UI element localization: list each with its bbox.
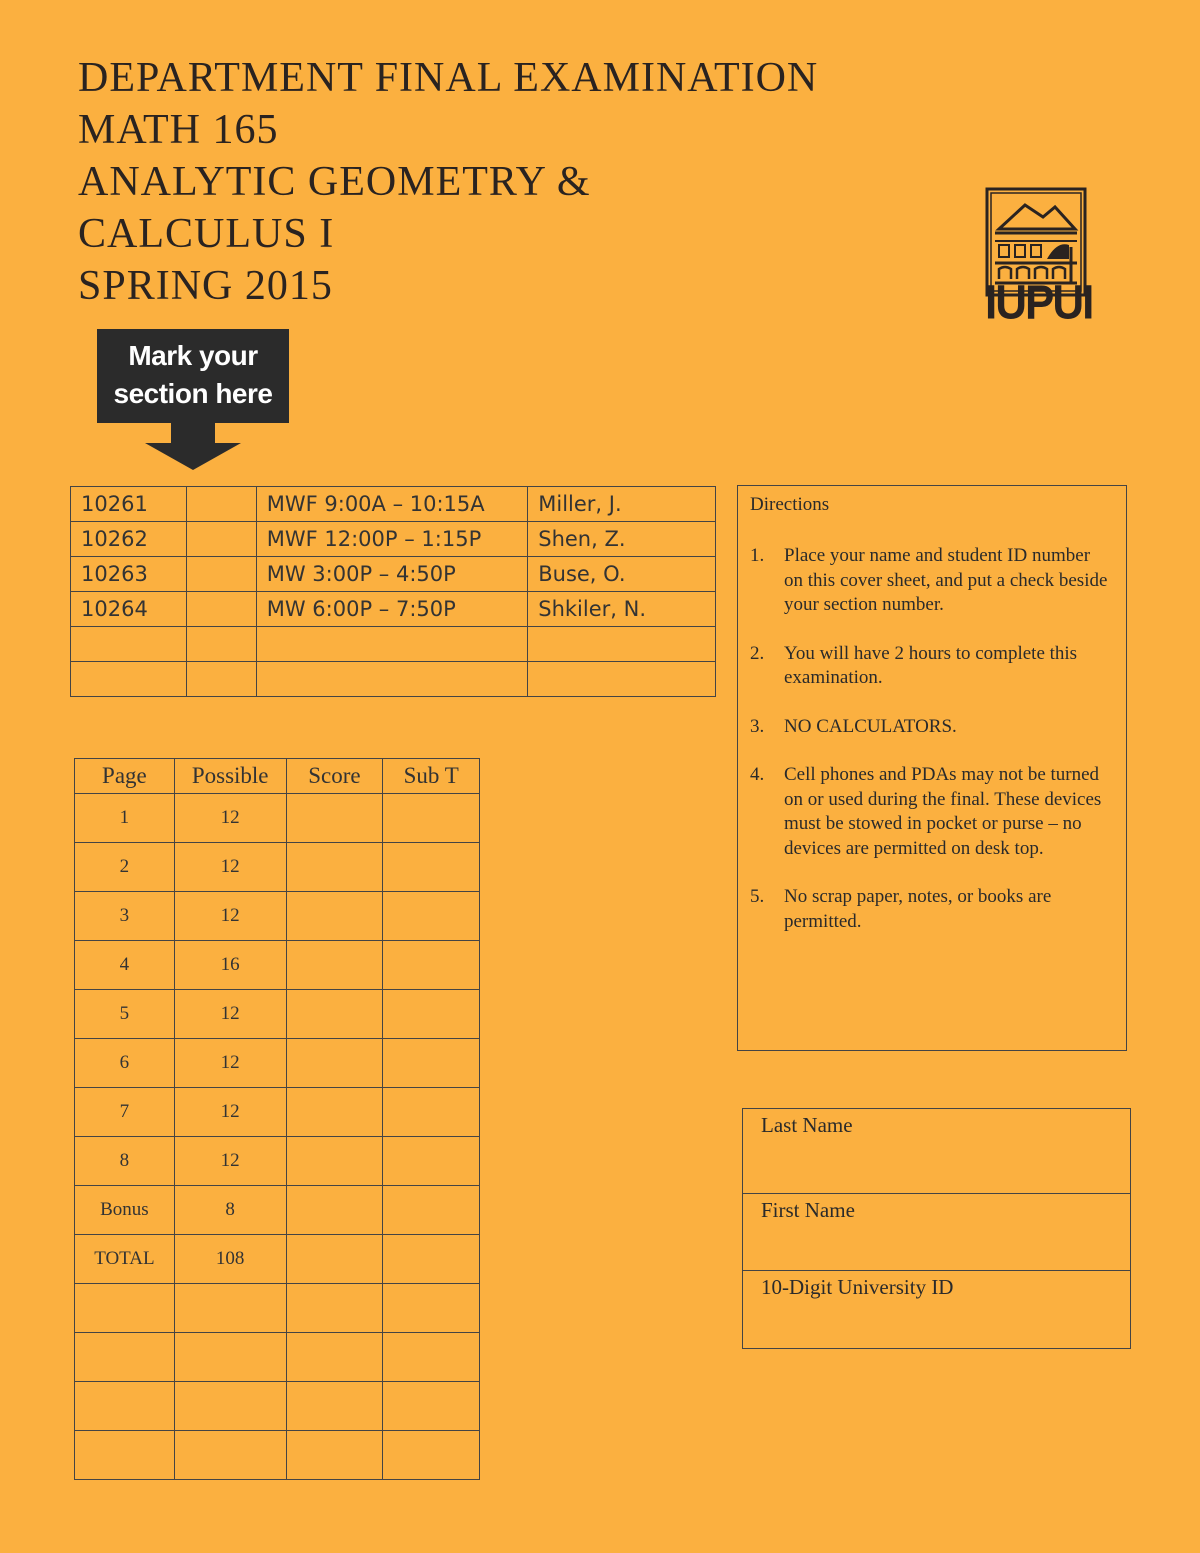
header-score: Score — [286, 759, 383, 794]
exam-title — [78, 52, 818, 312]
direction-item — [750, 544, 1112, 618]
score-cell[interactable] — [286, 1235, 383, 1284]
page-cell: 5 — [75, 990, 175, 1039]
blank-cell[interactable] — [174, 1431, 286, 1480]
section-row-blank — [71, 627, 716, 662]
score-row-blank — [75, 1333, 480, 1382]
title-line-4: CALCULUS I — [78, 211, 335, 257]
direction-item — [750, 885, 1112, 934]
possible-cell: 12 — [174, 794, 286, 843]
mark-section-line-2: section here — [113, 378, 273, 409]
direction-text: You will have 2 hours to complete this examination. — [784, 642, 1078, 688]
header-subtotal: Sub T — [383, 759, 480, 794]
blank-cell[interactable] — [75, 1431, 175, 1480]
section-instructor: Buse, O. — [528, 557, 716, 592]
blank-cell[interactable] — [75, 1284, 175, 1333]
subtotal-cell[interactable] — [383, 1088, 480, 1137]
title-line-5: SPRING 2015 — [78, 263, 333, 309]
page-cell: 2 — [75, 843, 175, 892]
page-cell: Bonus — [75, 1186, 175, 1235]
mark-section-callout — [97, 329, 289, 423]
direction-number: 1. — [750, 545, 765, 566]
direction-text: Cell phones and PDAs may not be turned on or used during the final. These devices must be stowed in pocket or purse – no devices are permitted on desk top. — [784, 764, 1102, 859]
section-check-box[interactable] — [186, 627, 256, 662]
blank-cell[interactable] — [256, 662, 527, 697]
blank-cell[interactable] — [383, 1333, 480, 1382]
blank-cell[interactable] — [286, 1333, 383, 1382]
direction-item — [750, 642, 1112, 691]
possible-cell: 12 — [174, 990, 286, 1039]
score-cell[interactable] — [286, 1088, 383, 1137]
title-line-3: ANALYTIC GEOMETRY & — [78, 159, 591, 205]
score-cell[interactable] — [286, 1137, 383, 1186]
score-table — [74, 758, 480, 1480]
score-row — [75, 794, 480, 843]
section-check-box[interactable] — [186, 662, 256, 697]
page-cell: 1 — [75, 794, 175, 843]
score-row-blank — [75, 1431, 480, 1480]
blank-cell[interactable] — [383, 1284, 480, 1333]
section-time: MWF 9:00A – 10:15A — [256, 487, 527, 522]
last-name-field[interactable] — [743, 1109, 1130, 1194]
title-line-1: DEPARTMENT FINAL EXAMINATION — [78, 55, 819, 101]
last-name-label: Last Name — [761, 1113, 853, 1137]
section-check-box[interactable] — [186, 592, 256, 627]
score-row — [75, 843, 480, 892]
page-cell: 4 — [75, 941, 175, 990]
score-row-total — [75, 1235, 480, 1284]
blank-cell[interactable] — [75, 1382, 175, 1431]
score-cell[interactable] — [286, 892, 383, 941]
direction-text: NO CALCULATORS. — [784, 715, 957, 737]
direction-number: 5. — [750, 886, 765, 907]
blank-cell[interactable] — [286, 1382, 383, 1431]
title-line-2: MATH 165 — [78, 107, 279, 153]
possible-cell: 8 — [174, 1186, 286, 1235]
score-cell[interactable] — [286, 1039, 383, 1088]
section-check-box[interactable] — [186, 557, 256, 592]
section-instructor: Shen, Z. — [528, 522, 716, 557]
blank-cell[interactable] — [174, 1382, 286, 1431]
possible-cell: 12 — [174, 1088, 286, 1137]
directions-box — [737, 485, 1127, 1051]
directions-heading: Directions — [750, 494, 830, 515]
blank-cell[interactable] — [75, 1333, 175, 1382]
section-row-blank — [71, 662, 716, 697]
arrow-down-icon — [145, 423, 241, 470]
section-check-box[interactable] — [186, 487, 256, 522]
university-id-label: 10-Digit University ID — [761, 1275, 954, 1299]
score-row — [75, 990, 480, 1039]
section-time: MWF 12:00P – 1:15P — [256, 522, 527, 557]
score-row — [75, 892, 480, 941]
student-info-box — [742, 1108, 1131, 1349]
blank-cell[interactable] — [383, 1382, 480, 1431]
section-row — [71, 592, 716, 627]
header-possible: Possible — [174, 759, 286, 794]
blank-cell[interactable] — [286, 1431, 383, 1480]
section-row — [71, 522, 716, 557]
page-cell: 3 — [75, 892, 175, 941]
possible-cell: 12 — [174, 1039, 286, 1088]
score-row — [75, 941, 480, 990]
subtotal-cell[interactable] — [383, 941, 480, 990]
score-cell[interactable] — [286, 1186, 383, 1235]
iupui-logo-text: IUPUI — [985, 275, 1093, 330]
section-number: 10264 — [71, 592, 187, 627]
score-row-bonus — [75, 1186, 480, 1235]
header-page: Page — [75, 759, 175, 794]
section-number: 10262 — [71, 522, 187, 557]
blank-cell[interactable] — [528, 662, 716, 697]
direction-item — [750, 715, 1112, 740]
page-cell: TOTAL — [75, 1235, 175, 1284]
direction-text: Place your name and student ID number on this cover sheet, and put a check beside your section number. — [784, 545, 1108, 615]
section-number: 10263 — [71, 557, 187, 592]
possible-cell: 16 — [174, 941, 286, 990]
direction-number: 3. — [750, 715, 765, 737]
section-check-box[interactable] — [186, 522, 256, 557]
blank-cell[interactable] — [71, 627, 187, 662]
university-id-field[interactable] — [743, 1271, 1130, 1348]
first-name-label: First Name — [761, 1198, 855, 1222]
possible-cell: 12 — [174, 892, 286, 941]
subtotal-cell[interactable] — [383, 1137, 480, 1186]
score-row-blank — [75, 1284, 480, 1333]
score-cell[interactable] — [286, 941, 383, 990]
blank-cell[interactable] — [174, 1284, 286, 1333]
mark-section-line-1: Mark your — [128, 340, 258, 371]
blank-cell[interactable] — [286, 1284, 383, 1333]
score-row — [75, 1088, 480, 1137]
subtotal-cell[interactable] — [383, 892, 480, 941]
score-row — [75, 1039, 480, 1088]
score-cell[interactable] — [286, 794, 383, 843]
direction-item — [750, 763, 1112, 861]
section-row — [71, 557, 716, 592]
score-cell[interactable] — [286, 843, 383, 892]
blank-cell[interactable] — [528, 627, 716, 662]
page-cell: 6 — [75, 1039, 175, 1088]
first-name-field[interactable] — [743, 1194, 1130, 1271]
section-number: 10261 — [71, 487, 187, 522]
subtotal-cell[interactable] — [383, 794, 480, 843]
subtotal-cell[interactable] — [383, 1186, 480, 1235]
score-row — [75, 1137, 480, 1186]
section-instructor: Miller, J. — [528, 487, 716, 522]
direction-number: 2. — [750, 642, 765, 664]
page-cell: 8 — [75, 1137, 175, 1186]
section-time: MW 6:00P – 7:50P — [256, 592, 527, 627]
blank-cell[interactable] — [71, 662, 187, 697]
page-cell: 7 — [75, 1088, 175, 1137]
section-instructor: Shkiler, N. — [528, 592, 716, 627]
blank-cell[interactable] — [256, 627, 527, 662]
subtotal-cell[interactable] — [383, 1235, 480, 1284]
subtotal-cell[interactable] — [383, 1039, 480, 1088]
possible-cell: 108 — [174, 1235, 286, 1284]
blank-cell[interactable] — [383, 1431, 480, 1480]
section-table — [70, 486, 716, 697]
section-time: MW 3:00P – 4:50P — [256, 557, 527, 592]
section-row — [71, 487, 716, 522]
score-header-row — [75, 759, 480, 794]
direction-text: No scrap paper, notes, or books are permitted. — [784, 886, 1052, 932]
possible-cell: 12 — [174, 1137, 286, 1186]
score-cell[interactable] — [286, 990, 383, 1039]
direction-number: 4. — [750, 764, 765, 785]
blank-cell[interactable] — [174, 1333, 286, 1382]
possible-cell: 12 — [174, 843, 286, 892]
score-row-blank — [75, 1382, 480, 1431]
subtotal-cell[interactable] — [383, 843, 480, 892]
subtotal-cell[interactable] — [383, 990, 480, 1039]
